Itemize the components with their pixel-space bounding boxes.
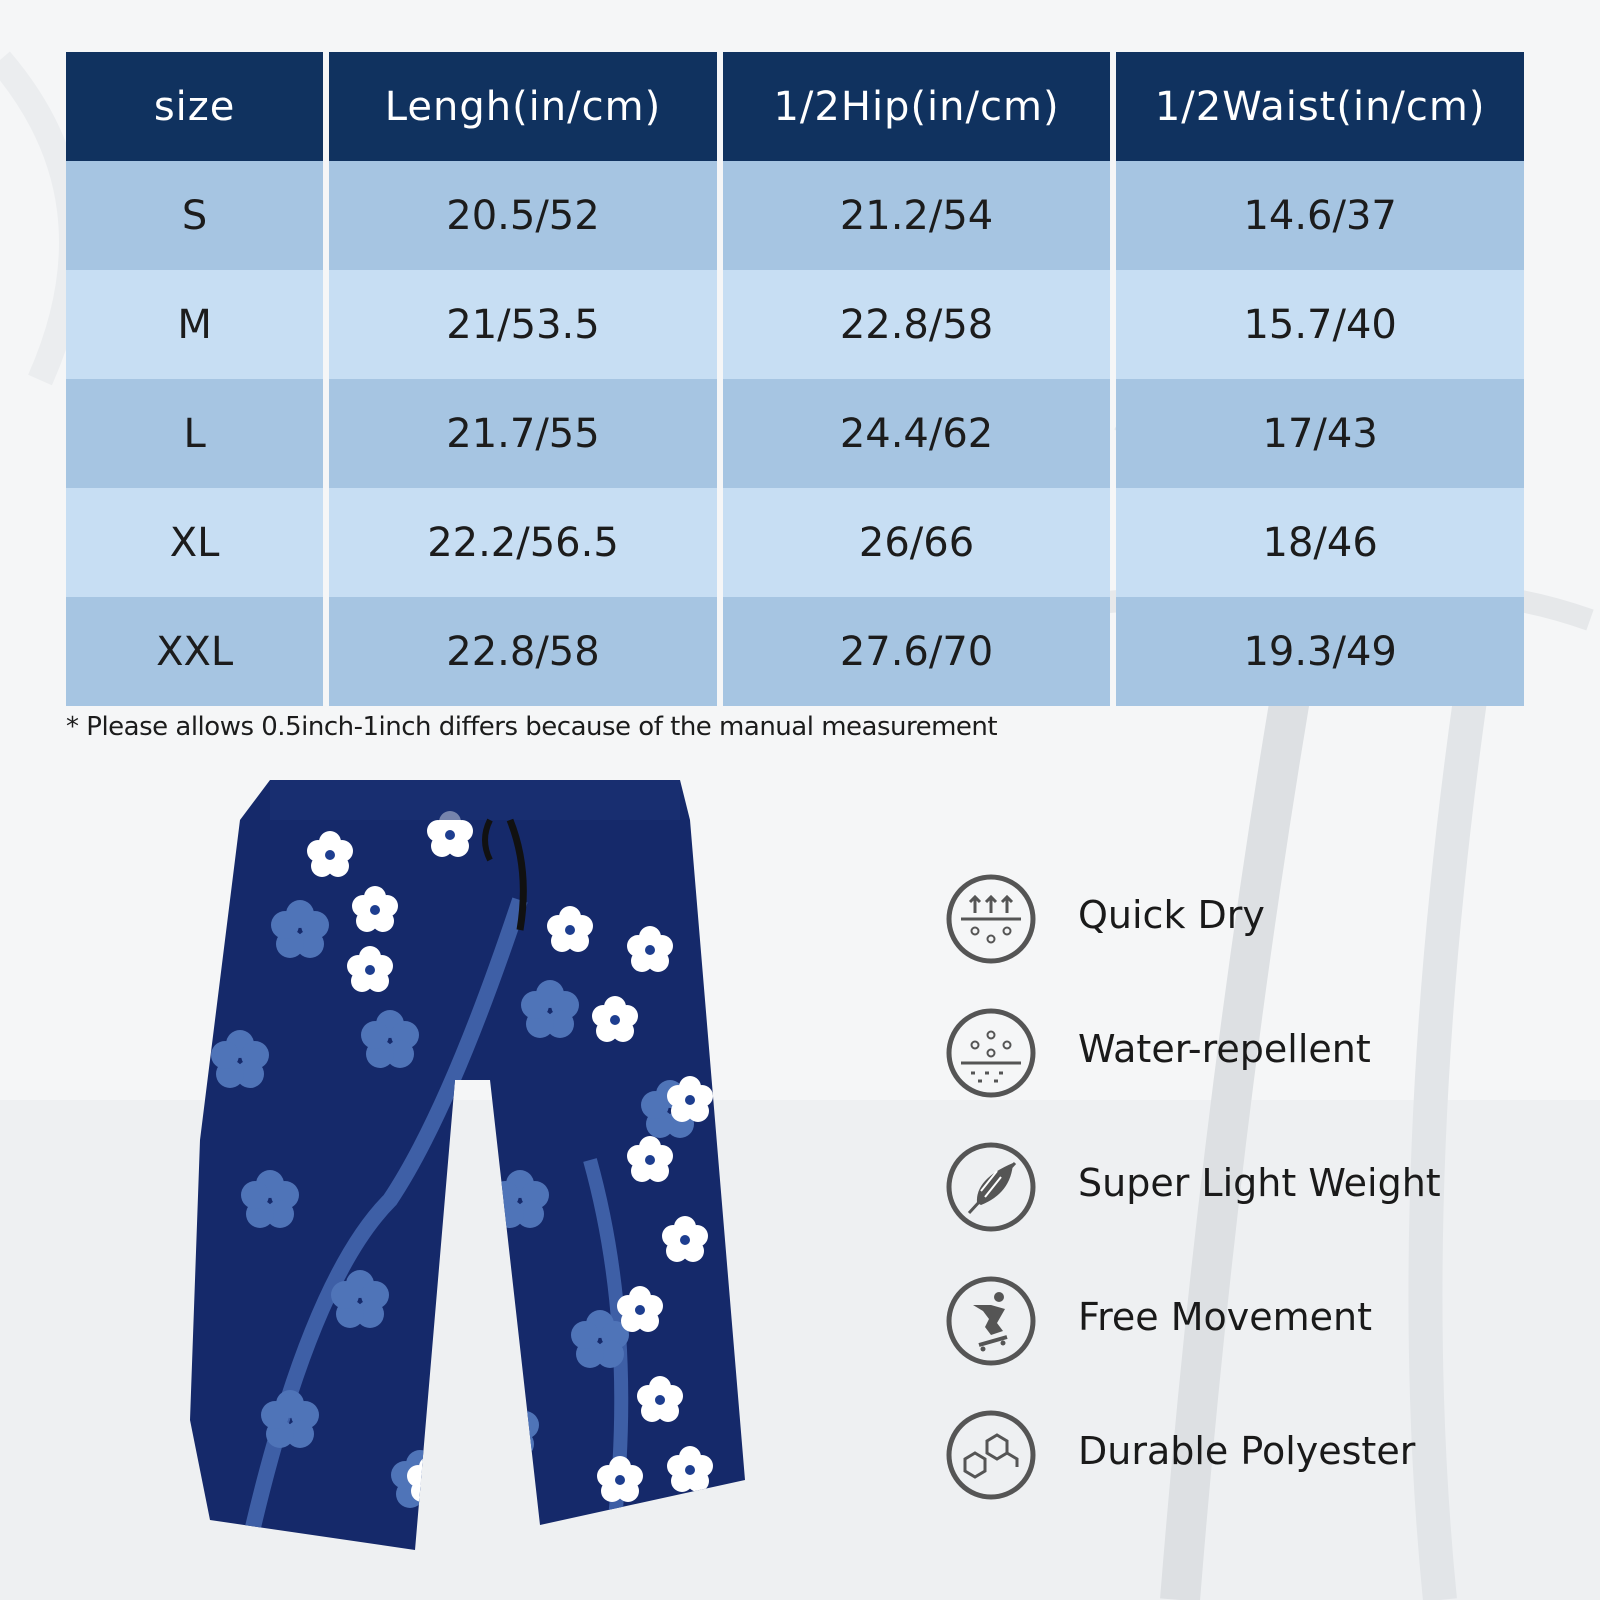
feature-list	[945, 873, 1505, 1543]
table-cell: 26/66	[723, 488, 1111, 597]
feature-label: Water-repellent	[1078, 1027, 1371, 1071]
size-chart-table	[60, 52, 1530, 706]
hexagon-molecule-icon	[945, 1409, 1037, 1501]
table-row	[66, 379, 1524, 488]
feature-item-water-repellent	[945, 1007, 1505, 1141]
table-cell: XXL	[66, 597, 323, 706]
table-cell: 20.5/52	[329, 161, 717, 270]
measurement-note: * Please allows 0.5inch-1inch differs because of the manual measurement	[66, 712, 998, 742]
table-cell: 21.2/54	[723, 161, 1111, 270]
feather-icon	[945, 1141, 1037, 1233]
header-half-waist: 1/2Waist(in/cm)	[1116, 52, 1524, 161]
feature-label: Super Light Weight	[1078, 1161, 1441, 1205]
table-cell: 19.3/49	[1116, 597, 1524, 706]
table-cell: 15.7/40	[1116, 270, 1524, 379]
table-row	[66, 161, 1524, 270]
table-cell: 21.7/55	[329, 379, 717, 488]
quick-dry-icon	[945, 873, 1037, 965]
table-cell: S	[66, 161, 323, 270]
table-cell: 22.8/58	[723, 270, 1111, 379]
table-cell: 27.6/70	[723, 597, 1111, 706]
feature-item-light-weight	[945, 1141, 1505, 1275]
table-cell: M	[66, 270, 323, 379]
water-repellent-icon	[945, 1007, 1037, 1099]
feature-label: Free Movement	[1078, 1295, 1372, 1339]
table-row	[66, 270, 1524, 379]
table-cell: 17/43	[1116, 379, 1524, 488]
swim-shorts-image	[190, 780, 770, 1570]
table-row	[66, 488, 1524, 597]
feature-label: Quick Dry	[1078, 893, 1265, 937]
feature-item-free-movement	[945, 1275, 1505, 1409]
table-cell: 22.2/56.5	[329, 488, 717, 597]
table-cell: L	[66, 379, 323, 488]
table-cell: 21/53.5	[329, 270, 717, 379]
table-row	[66, 597, 1524, 706]
feature-label: Durable Polyester	[1078, 1429, 1416, 1473]
skateboarder-icon	[945, 1275, 1037, 1367]
table-header-row	[66, 52, 1524, 161]
table-cell: 14.6/37	[1116, 161, 1524, 270]
header-size: size	[66, 52, 323, 161]
table-cell: 24.4/62	[723, 379, 1111, 488]
header-half-hip: 1/2Hip(in/cm)	[723, 52, 1111, 161]
feature-item-durable-polyester	[945, 1409, 1505, 1543]
table-cell: XL	[66, 488, 323, 597]
feature-item-quick-dry	[945, 873, 1505, 1007]
header-length: Lengh(in/cm)	[329, 52, 717, 161]
table-cell: 18/46	[1116, 488, 1524, 597]
table-cell: 22.8/58	[329, 597, 717, 706]
